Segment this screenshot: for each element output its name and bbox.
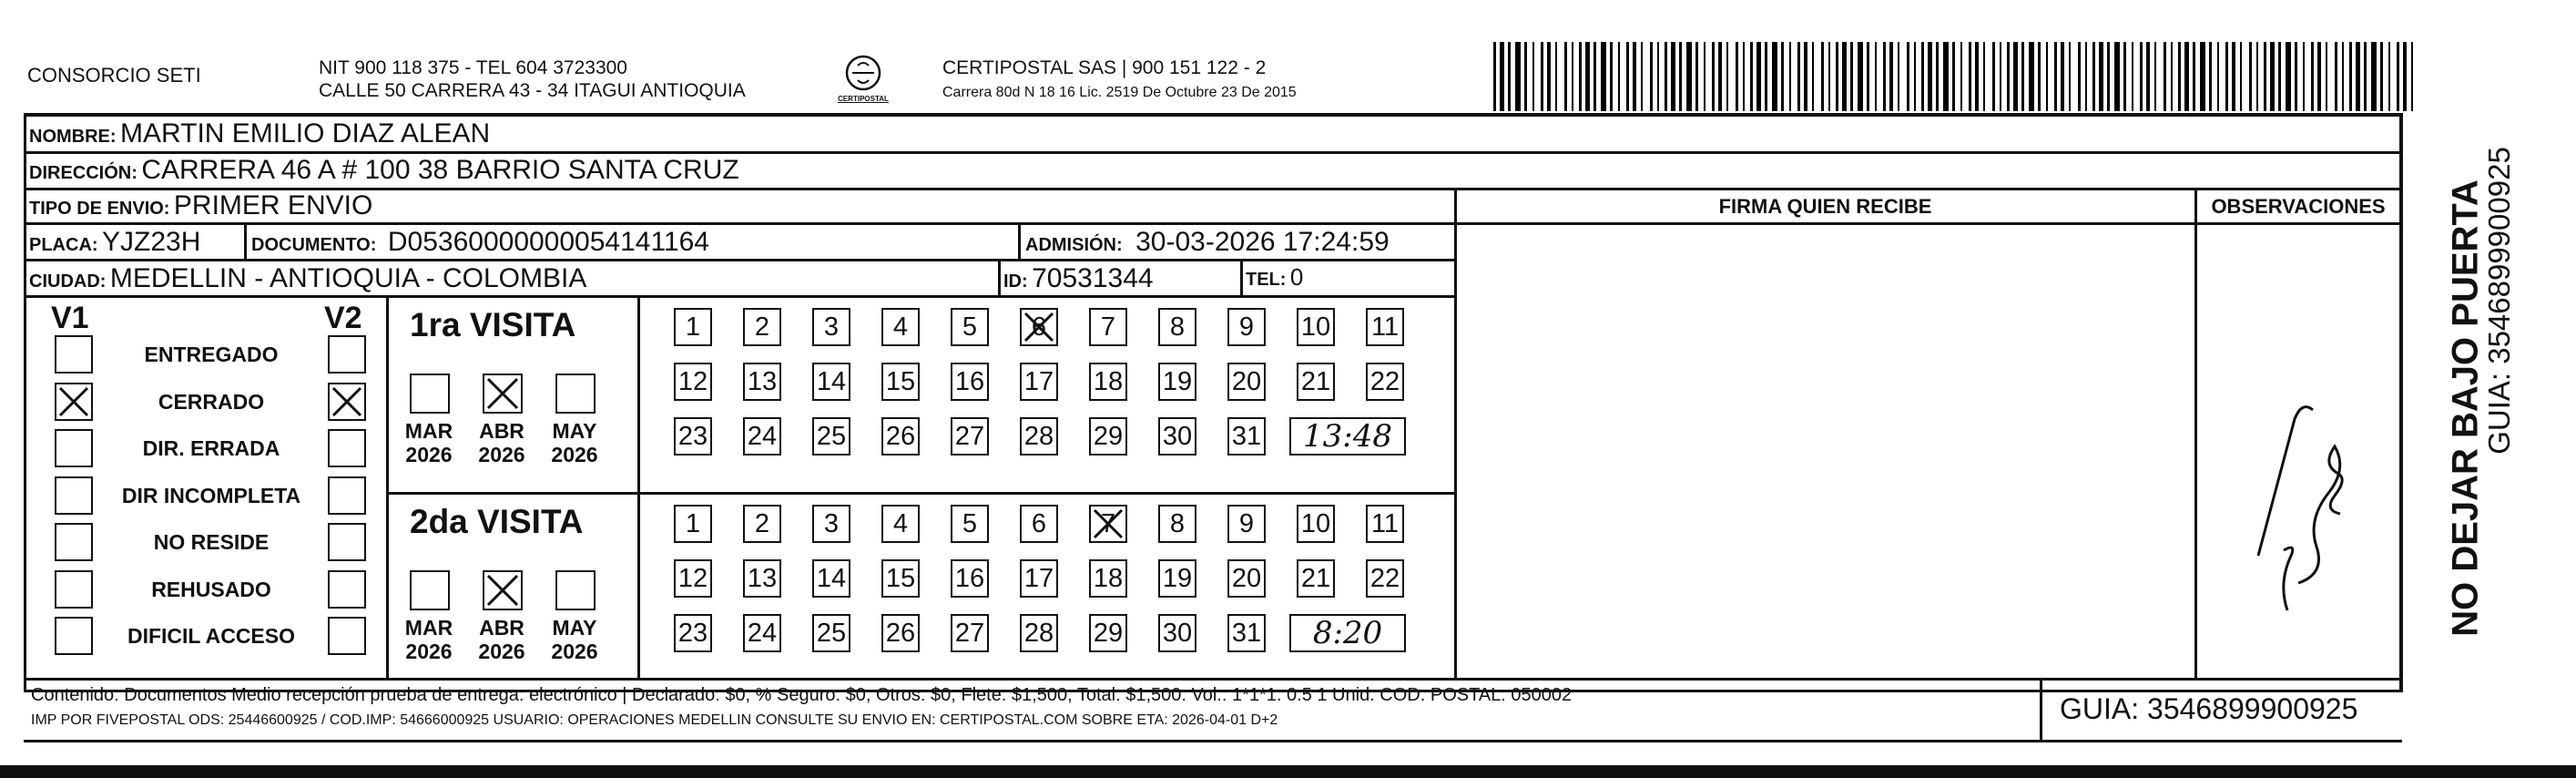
day-box[interactable]: 6 [1020,308,1058,346]
ciudad-value: MEDELLIN - ANTIOQUIA - COLOMBIA [109,263,587,293]
day-box[interactable]: 26 [881,417,920,456]
certipostal-line: CERTIPOSTAL SAS | 900 151 122 - 2 [942,57,1267,78]
day-box[interactable]: 1 [674,505,712,543]
day-box[interactable]: 4 [881,308,920,346]
nombre-label: NOMBRE: [29,127,117,147]
v2-checkbox[interactable] [328,570,366,609]
month-label: MAY 2026 [551,419,598,466]
tipo-label: TIPO DE ENVIO: [29,199,170,219]
day-box[interactable]: 26 [881,614,920,652]
day-box[interactable]: 4 [881,505,920,543]
day-box[interactable]: 23 [674,417,712,456]
documento-label: DOCUMENTO: [251,235,377,255]
day-box[interactable]: 12 [674,559,712,598]
check-mark [484,375,521,412]
direccion-value: CARRERA 46 A # 100 38 BARRIO SANTA CRUZ [141,155,739,185]
address-line: CALLE 50 CARRERA 43 - 34 ITAGUI ANTIOQUIA [319,80,746,101]
check-mark [1022,310,1056,344]
status-label: DIR INCOMPLETA [121,483,301,507]
day-box[interactable]: 20 [1227,559,1266,598]
company-name: CONSORCIO SETI [27,64,201,87]
day-box[interactable]: 7 [1089,308,1127,346]
day-box[interactable]: 21 [1297,559,1335,598]
v2-checkbox[interactable] [328,335,366,374]
footer-guia: GUIA: 3546899900925 [2060,692,2358,725]
day-box[interactable]: 31 [1227,614,1266,652]
month-label: ABR 2026 [478,616,525,663]
v2-checkbox[interactable] [328,383,366,421]
status-label: CERRADO [158,389,265,414]
day-box[interactable]: 9 [1227,308,1266,346]
barcode [1493,42,2413,111]
day-box[interactable]: 27 [951,614,989,652]
visit-title: 2da VISITA [410,503,584,540]
day-box[interactable]: 15 [881,363,920,401]
day-box[interactable]: 29 [1089,417,1127,456]
day-box[interactable]: 2 [743,308,781,346]
day-box[interactable]: 24 [743,614,781,652]
day-box[interactable]: 5 [951,505,989,543]
v1-label: V1 [51,301,89,335]
day-box[interactable]: 19 [1158,363,1196,401]
day-box[interactable]: 12 [674,363,712,401]
id-value: 70531344 [1032,263,1154,293]
day-box[interactable]: 13 [743,559,781,598]
day-box[interactable]: 28 [1020,417,1058,456]
v1-checkbox[interactable] [55,570,93,609]
day-box[interactable]: 22 [1366,363,1404,401]
day-box[interactable]: 31 [1227,417,1266,456]
day-box[interactable]: 16 [951,363,989,401]
day-box[interactable]: 13 [743,363,781,401]
day-box[interactable]: 30 [1158,614,1196,652]
v1-checkbox[interactable] [55,617,93,655]
check-mark [484,572,521,609]
check-mark [330,384,364,419]
day-box[interactable]: 3 [812,308,850,346]
signature [2204,364,2395,629]
day-box[interactable]: 9 [1227,505,1266,543]
day-box[interactable]: 1 [674,308,712,346]
nit-line: NIT 900 118 375 - TEL 604 3723300 [319,57,627,78]
day-box[interactable]: 23 [674,614,712,652]
tipo-value: PRIMER ENVIO [173,190,373,220]
tel-label: TEL: [1246,270,1287,290]
scan-edge [0,765,2576,778]
firma-header: FIRMA QUIEN RECIBE [1718,195,1932,218]
day-box[interactable]: 20 [1227,363,1266,401]
day-box[interactable]: 19 [1158,559,1196,598]
month-checkbox[interactable] [483,570,523,610]
day-box[interactable]: 29 [1089,614,1127,652]
footer-contenido: Contenido: Documentos Medio recepción prueba de entrega: electrónico | Declarado: $0, % Seguro: $0, Otros: $0, Flete: $1,500, Total: $1,500. Vol.: 1*1*1. 0.5 1 Unid. COD. POSTAL: 050002 [31,685,1573,705]
observaciones-header: OBSERVACIONES [2211,195,2386,218]
month-checkbox[interactable] [483,374,523,414]
check-mark [56,384,91,419]
tel-value: 0 [1289,263,1304,291]
month-label: MAR 2026 [404,616,453,663]
visit-title: 1ra VISITA [410,306,576,343]
placa-value: YJZ23H [102,227,201,257]
v2-checkbox[interactable] [328,429,366,467]
v1-checkbox[interactable] [55,523,93,561]
nombre-value: MARTIN EMILIO DIAZ ALEAN [120,118,491,148]
day-box[interactable]: 11 [1366,308,1404,346]
day-box[interactable]: 14 [812,363,850,401]
day-box[interactable]: 6 [1020,505,1058,543]
side-guia: GUIA: 3546899900925 [2482,147,2516,455]
day-box[interactable]: 2 [743,505,781,543]
day-box[interactable]: 18 [1089,559,1127,598]
documento-value: D05360000000054141164 [387,227,709,257]
v2-checkbox[interactable] [328,523,366,561]
day-box[interactable]: 15 [881,559,920,598]
month-checkbox[interactable] [410,570,450,610]
day-box[interactable]: 27 [951,417,989,456]
v2-checkbox[interactable] [328,476,366,515]
day-box[interactable]: 16 [951,559,989,598]
day-box[interactable]: 3 [812,505,850,543]
day-box[interactable]: 10 [1297,505,1335,543]
id-label: ID: [1003,271,1028,292]
placa-label: PLACA: [29,235,98,255]
day-box[interactable]: 30 [1158,417,1196,456]
status-label: ENTREGADO [144,343,279,366]
v1-checkbox[interactable] [55,476,93,515]
day-box[interactable]: 14 [812,559,850,598]
admision-value: 30-03-2026 17:24:59 [1135,227,1390,257]
month-label: ABR 2026 [478,419,525,466]
month-label: MAR 2026 [404,419,453,466]
day-box[interactable]: 25 [812,614,850,652]
v1-checkbox[interactable] [55,429,93,467]
certipostal-logo: CERTIPOSTAL [827,53,900,107]
admision-label: ADMISIÓN: [1025,235,1123,255]
day-box[interactable]: 22 [1366,559,1404,598]
month-checkbox[interactable] [410,374,450,414]
check-mark [1091,507,1125,541]
status-label: REHUSADO [151,577,271,601]
month-checkbox[interactable] [555,374,596,414]
v2-label: V2 [324,301,362,335]
day-box[interactable]: 7 [1089,505,1127,543]
day-box[interactable]: 24 [743,417,781,456]
visit-time: 13:48 [1289,417,1406,456]
day-box[interactable]: 11 [1366,505,1404,543]
status-label: NO RESIDE [153,530,270,554]
day-box[interactable]: 8 [1158,308,1196,346]
day-box[interactable]: 18 [1089,363,1127,401]
status-label: DIFICIL ACCESO [127,624,295,648]
certipostal-sub: Carrera 80d N 18 16 Lic. 2519 De Octubre 23 De 2015 [942,85,1297,100]
side-no-dejar: NO DEJAR BAJO PUERTA [2445,179,2486,637]
v1-checkbox[interactable] [55,335,93,374]
day-box[interactable]: 25 [812,417,850,456]
day-box[interactable]: 10 [1297,308,1335,346]
v1-checkbox[interactable] [55,383,93,421]
v2-checkbox[interactable] [328,617,366,655]
direccion-label: DIRECCIÓN: [29,163,137,183]
day-box[interactable]: 8 [1158,505,1196,543]
footer-imp: IMP POR FIVEPOSTAL ODS: 25446600925 / COD.IMP: 54666000925 USUARIO: OPERACIONES MEDELLIN CONSULTE SU ENVIO EN: CERTIPOSTAL.COM SOBRE ETA: 2026-04-01 D+2 [31,712,1278,728]
ciudad-label: CIUDAD: [29,271,107,292]
day-box[interactable]: 5 [951,308,989,346]
day-box[interactable]: 28 [1020,614,1058,652]
day-box[interactable]: 17 [1020,559,1058,598]
day-box[interactable]: 17 [1020,363,1058,401]
month-checkbox[interactable] [555,570,596,610]
day-box[interactable]: 21 [1297,363,1335,401]
status-label: DIR. ERRADA [142,436,280,460]
visit-time: 8:20 [1289,614,1406,652]
month-label: MAY 2026 [551,616,598,663]
